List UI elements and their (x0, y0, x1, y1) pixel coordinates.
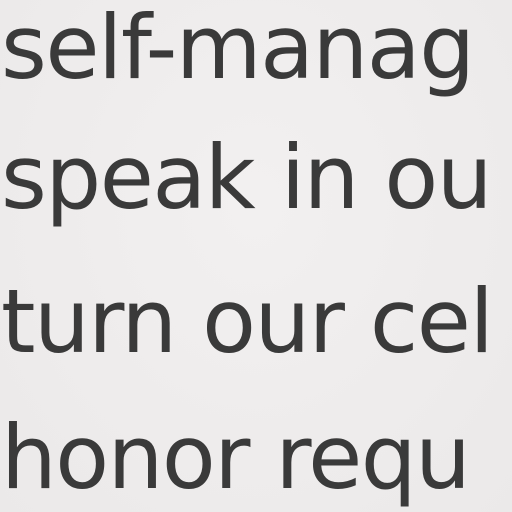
text-line-3: turn our cel (1, 270, 493, 373)
text-line-2: speak in ou (1, 126, 492, 229)
text-line-4: honor requ (1, 406, 470, 509)
text-line-1: self-manag (1, 0, 474, 99)
